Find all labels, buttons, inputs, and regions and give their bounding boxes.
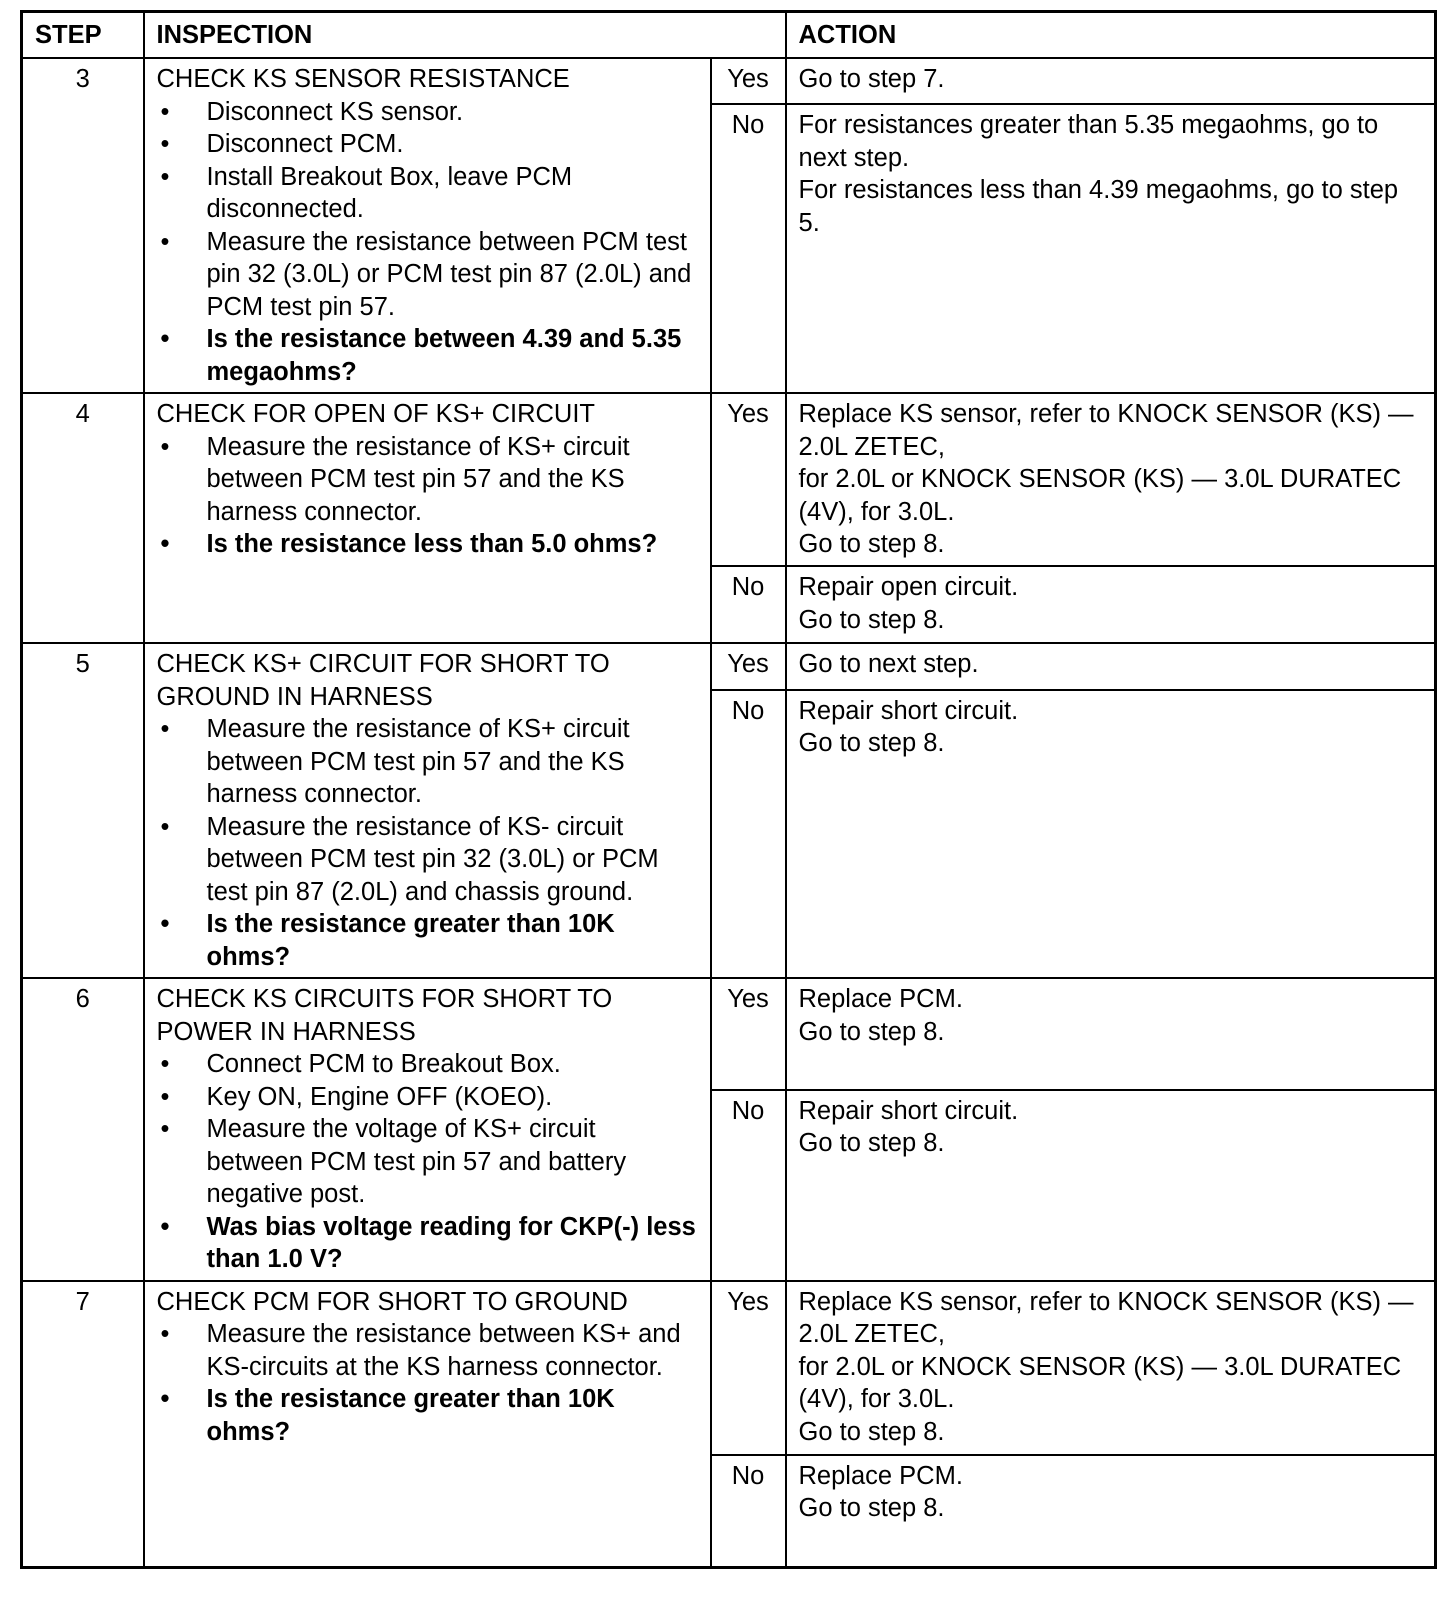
action-line: Replace PCM. <box>798 1461 963 1490</box>
action-line: For resistances less than 4.39 megaohms, go to step 5. <box>798 176 1399 237</box>
inspection-question: • Is the resistance less than 5.0 ohms? <box>157 528 698 561</box>
step-number: 6 <box>22 978 144 1281</box>
action-line: Go to step 7. <box>798 65 945 93</box>
inspection-step: • Measure the resistance of KS- circuit between PCM test pin 32 (3.0L) or PCM test pin 87 (2.0L) and chassis ground. <box>157 811 698 909</box>
table-body <box>22 58 1436 1568</box>
inspection-cell <box>144 978 711 1281</box>
inspection-cell <box>144 58 711 393</box>
inspection-step: • Connect PCM to Breakout Box. <box>157 1048 698 1081</box>
inspection-step: • Measure the resistance of KS+ circuit between PCM test pin 57 and the KS harness connector. <box>157 713 698 811</box>
action-line: Replace PCM. <box>798 985 963 1013</box>
no-label: No <box>711 690 786 978</box>
action-line: Repair short circuit. <box>798 696 1019 725</box>
inspection-step: • Measure the resistance between KS+ and KS-circuits at the KS harness connector. <box>157 1318 698 1383</box>
no-label: No <box>711 104 786 393</box>
inspection-question: • Is the resistance greater than 10K ohms? <box>157 1383 698 1448</box>
action-line: Go to step 8. <box>798 729 945 758</box>
inspection-step: • Install Breakout Box, leave PCM disconnected. <box>157 161 698 226</box>
action-line: Go to step 8. <box>798 530 945 558</box>
inspection-steps <box>157 431 698 561</box>
yes-action <box>786 643 1436 690</box>
action-line: For resistances greater than 5.35 megaohms, go to next step. <box>798 111 1379 172</box>
step-number: 3 <box>22 58 144 393</box>
yes-action <box>786 978 1436 1090</box>
header-row <box>22 12 1436 59</box>
yes-label: Yes <box>711 1281 786 1455</box>
no-action <box>786 104 1436 393</box>
inspection-step: • Disconnect PCM. <box>157 128 698 161</box>
inspection-steps <box>157 1048 698 1276</box>
inspection-question: • Is the resistance greater than 10K ohms? <box>157 908 698 973</box>
action-line: Go to step 8. <box>798 1017 945 1046</box>
inspection-steps <box>157 713 698 973</box>
inspection-cell <box>144 393 711 643</box>
no-action <box>786 1455 1436 1568</box>
inspection-step: • Key ON, Engine OFF (KOEO). <box>157 1081 698 1114</box>
yes-label: Yes <box>711 58 786 104</box>
no-action <box>786 1090 1436 1281</box>
action-line: for 2.0L or KNOCK SENSOR (KS) — 3.0L DURATEC (4V), for 3.0L. <box>798 465 1402 526</box>
step-number: 5 <box>22 643 144 978</box>
yes-action <box>786 58 1436 104</box>
inspection-step: • Measure the resistance between PCM test pin 32 (3.0L) or PCM test pin 87 (2.0L) and PCM test pin 57. <box>157 226 698 324</box>
inspection-title: CHECK FOR OPEN OF KS+ CIRCUIT <box>156 400 596 428</box>
action-line: Replace KS sensor, refer to KNOCK SENSOR (KS) — 2.0L ZETEC, <box>798 1287 1414 1348</box>
inspection-title: CHECK PCM FOR SHORT TO GROUND <box>156 1287 628 1316</box>
inspection-question: • Was bias voltage reading for CKP(-) less than 1.0 V? <box>157 1211 698 1276</box>
table-row <box>22 978 1436 1090</box>
no-action <box>786 566 1436 643</box>
diagnostic-table <box>20 10 1437 1569</box>
action-line: Replace KS sensor, refer to KNOCK SENSOR (KS) — 2.0L ZETEC, <box>798 400 1414 461</box>
action-line: Repair open circuit. <box>798 573 1019 601</box>
header-step: STEP <box>22 12 144 59</box>
no-label: No <box>711 1455 786 1568</box>
action-line: Repair short circuit. <box>798 1096 1019 1125</box>
action-line: Go to step 8. <box>798 1494 945 1522</box>
table-row <box>22 1281 1436 1455</box>
no-label: No <box>711 1090 786 1281</box>
inspection-steps <box>157 96 698 389</box>
no-action <box>786 690 1436 978</box>
yes-label: Yes <box>711 978 786 1090</box>
yes-label: Yes <box>711 393 786 566</box>
diagnostic-document <box>20 10 1434 1569</box>
action-line: Go to next step. <box>798 650 979 678</box>
inspection-step: • Disconnect KS sensor. <box>157 96 698 129</box>
inspection-step: • Measure the voltage of KS+ circuit between PCM test pin 57 and battery negative post. <box>157 1113 698 1211</box>
inspection-cell <box>144 643 711 978</box>
table-row <box>22 393 1436 566</box>
inspection-title: CHECK KS SENSOR RESISTANCE <box>156 65 570 93</box>
step-number: 7 <box>22 1281 144 1568</box>
header-inspection: INSPECTION <box>144 12 786 59</box>
yes-action <box>786 1281 1436 1455</box>
inspection-question: • Is the resistance between 4.39 and 5.35 megaohms? <box>157 323 698 388</box>
table-row <box>22 58 1436 104</box>
inspection-step: • Measure the resistance of KS+ circuit between PCM test pin 57 and the KS harness connector. <box>157 431 698 529</box>
inspection-steps <box>157 1318 698 1448</box>
table-row <box>22 643 1436 690</box>
yes-label: Yes <box>711 643 786 690</box>
action-line: Go to step 8. <box>798 1129 945 1158</box>
action-line: Go to step 8. <box>798 605 945 634</box>
inspection-title: CHECK KS CIRCUITS FOR SHORT TO POWER IN HARNESS <box>156 985 613 1046</box>
action-line: for 2.0L or KNOCK SENSOR (KS) — 3.0L DURATEC (4V), for 3.0L. <box>798 1352 1402 1413</box>
step-number: 4 <box>22 393 144 643</box>
header-action: ACTION <box>786 12 1436 59</box>
yes-action <box>786 393 1436 566</box>
inspection-cell <box>144 1281 711 1568</box>
inspection-title: CHECK KS+ CIRCUIT FOR SHORT TO GROUND IN HARNESS <box>156 650 610 711</box>
no-label: No <box>711 566 786 643</box>
action-line: Go to step 8. <box>798 1417 945 1446</box>
